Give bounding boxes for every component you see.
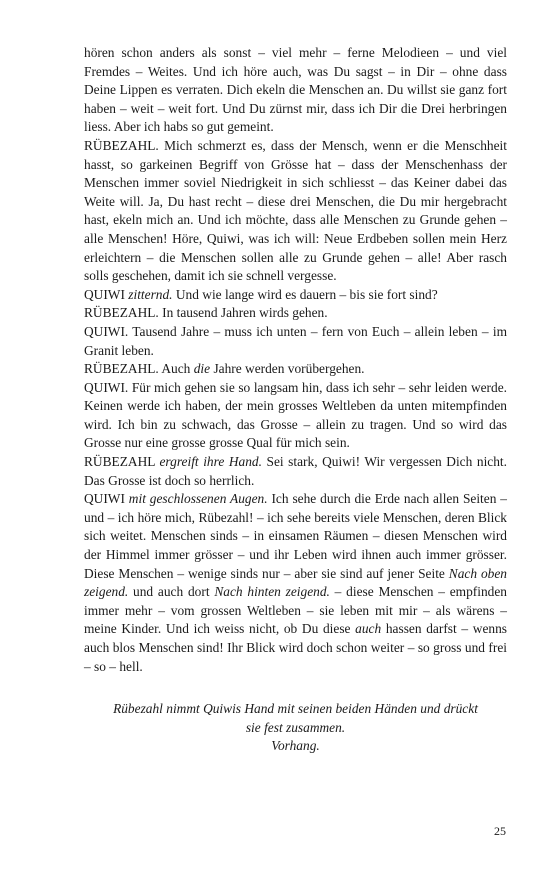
speaker-name: RÜBEZAHL — [84, 454, 155, 470]
dialogue-text: Tausend Jahre – muss ich unten – fern von Euch – allein leben – im Granit leben. — [84, 323, 507, 358]
paragraph — [84, 360, 507, 379]
closing-line: Vorhang. — [271, 738, 320, 754]
speaker-name: QUIWI — [84, 491, 125, 507]
paragraph — [84, 379, 507, 453]
dialogue-text: hören schon anders als sonst – viel mehr – ferne Melodieen – und viel Fremdes – Weites. Und ich höre auch, was Du sagst – in Dir – ohne dass Deine Lippen es verraten. Dich ekeln die Menschen an. Du willst sie ganz fort haben – weit – weit fort. Und Du zürnst mir, dass ich Dir die Drei herbringen liess. Aber ich habs so gut gemeint. — [84, 45, 507, 135]
dialogue-text: In tausend Jahren wirds gehen. — [158, 305, 328, 321]
paragraph — [84, 304, 507, 323]
dialogue-text: Und wie lange wird es dauern – bis sie fort sind? — [172, 286, 438, 302]
stage-direction: Nach oben zeigend. — [84, 565, 507, 600]
dialogue-text: Jahre werden vorübergehen. — [210, 361, 365, 377]
dialogue-text: Mich schmerzt es, dass der Mensch, wenn er die Menschheit hasst, so garkeinen Begriff von Grösse hat – dass der Menschenhass der Menschen immer soviel Niedrigkeit in sich schliesst – das Keiner dabei das Weite will. Ja, Du hast recht – diese drei Menschen, die Du mir hergebracht hast, ekeln mich an. Und ich möchte, dass alle Menschen zu Grunde gehen – alle Menschen! Höre, Quiwi, was ich will: Neue Erdbeben sollen mein Herz erleichtern – die Menschen sollen alle zu Grunde gehen – alle! Aber rasch solls geschehen, damit ich sie schnell vergesse. — [84, 137, 507, 284]
dialogue-text: Sei stark, Quiwi! Wir vergessen Dich nicht. Das Grosse ist doch so herrlich. — [84, 454, 508, 488]
speaker-name: RÜBEZAHL. — [84, 137, 159, 153]
paragraph — [84, 323, 507, 360]
dialogue-text: und auch dort — [128, 584, 215, 600]
paragraph — [84, 137, 507, 286]
stage-direction: ergreift ihre Hand. — [159, 454, 262, 470]
closing-line: Rübezahl nimmt Quiwis Hand mit seinen beiden Händen und drückt — [113, 701, 478, 717]
dialogue-text: Ich sehe durch die Erde nach allen Seiten – und – ich höre mich, Rübezahl! – ich sehe bereits viele Menschen, deren Blick sich weitet. Menschen sinds – in einsamen Räumen – diesen Menschen wird der Himmel immer grösser – und ihr Leben wird ihnen auch immer grösser. Diese Menschen – wenige sinds nur – aber sie sind auf jener Seite — [84, 491, 507, 581]
dialogue-text: Für mich gehen sie so langsam hin, dass ich sehr – sehr leiden werde. Keinen werde ich haben, der mein grosses Weltleben da unten mitempfinden wird. Ich bin zu schwach, das Grosse – allein zu tragen. Und so wird das Grosse nur eine grosse grosse Qual für mich sein. — [84, 379, 507, 451]
body-text — [84, 44, 507, 756]
stage-direction: zitternd. — [128, 286, 173, 302]
speaker-name: RÜBEZAHL. — [84, 361, 159, 377]
closing-stage-direction — [84, 700, 507, 756]
speaker-name: QUIWI. — [84, 379, 129, 395]
paragraph — [84, 490, 507, 676]
dialogue-text: – diese Menschen – empfinden immer mehr – vom grossen Weltleben – sie leben mit mir – als wärens – meine Kinder. Und ich weiss nicht, ob Du diese — [84, 584, 507, 637]
stage-direction: auch — [355, 621, 382, 637]
paragraph — [84, 453, 507, 490]
stage-direction: Nach hinten zeigend. — [214, 584, 330, 600]
dialogue-text: Auch — [158, 361, 194, 377]
closing-line: sie fest zusammen. — [245, 719, 346, 735]
dialogue-text: hassen darfst – wenns auch blos Menschen sind! Ihr Blick wird doch schon weiter – so gross und frei – so – hell. — [84, 621, 507, 674]
speaker-name: QUIWI — [84, 286, 125, 302]
paragraph — [84, 44, 507, 137]
speaker-name: QUIWI. — [84, 323, 129, 339]
paragraph — [84, 286, 507, 305]
page-number: 25 — [494, 824, 506, 838]
stage-direction: mit geschlossenen Augen. — [128, 491, 268, 507]
stage-direction: die — [193, 361, 211, 377]
speaker-name: RÜBEZAHL. — [84, 305, 159, 321]
